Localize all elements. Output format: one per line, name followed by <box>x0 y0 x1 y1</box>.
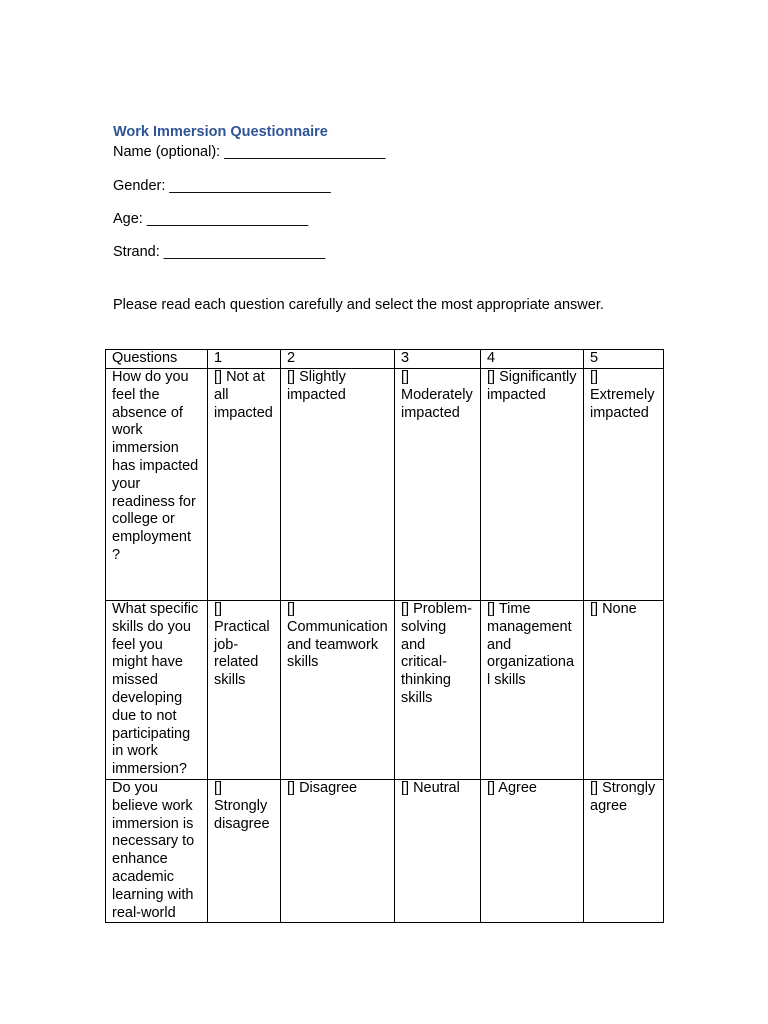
table-row <box>106 601 664 780</box>
question-cell: Do you believe work immersion is necessary to enhance academic learning with real-world <box>106 780 208 923</box>
instructions-text: Please read each question carefully and select the most appropriate answer. <box>113 297 604 313</box>
strand-field[interactable]: Strand: ____________________ <box>113 244 326 260</box>
age-field[interactable]: Age: ____________________ <box>113 211 309 227</box>
option-cell[interactable]: [] Communication and teamwork skills <box>281 601 395 780</box>
question-cell: How do you feel the absence of work immersion has impacted your readiness for college or employment ? <box>106 369 208 601</box>
option-cell[interactable]: [] Not at all impacted <box>208 369 281 601</box>
option-cell[interactable]: [] Significantly impacted <box>481 369 584 601</box>
option-cell[interactable]: [] Agree <box>481 780 584 923</box>
option-cell[interactable]: [] Problem-solving and critical-thinking skills <box>395 601 481 780</box>
gender-field[interactable]: Gender: ____________________ <box>113 178 331 194</box>
option-cell[interactable]: [] None <box>584 601 664 780</box>
header-option-3: 3 <box>395 350 481 369</box>
header-option-4: 4 <box>481 350 584 369</box>
questionnaire-table <box>105 349 664 923</box>
option-cell[interactable]: [] Time management and organizational skills <box>481 601 584 780</box>
option-cell[interactable]: [] Strongly agree <box>584 780 664 923</box>
option-cell[interactable]: [] Disagree <box>281 780 395 923</box>
header-option-2: 2 <box>281 350 395 369</box>
header-option-5: 5 <box>584 350 664 369</box>
table-row <box>106 780 664 923</box>
option-cell[interactable]: [] Strongly disagree <box>208 780 281 923</box>
table-header-row <box>106 350 664 369</box>
page-title: Work Immersion Questionnaire <box>113 124 328 140</box>
header-questions: Questions <box>106 350 208 369</box>
question-cell: What specific skills do you feel you might have missed developing due to not participating in work immersion? <box>106 601 208 780</box>
option-cell[interactable]: [] Slightly impacted <box>281 369 395 601</box>
table-row <box>106 369 664 601</box>
option-cell[interactable]: [] Extremely impacted <box>584 369 664 601</box>
option-cell[interactable]: [] Practical job-related skills <box>208 601 281 780</box>
option-cell[interactable]: [] Neutral <box>395 780 481 923</box>
option-cell[interactable]: [] Moderately impacted <box>395 369 481 601</box>
header-option-1: 1 <box>208 350 281 369</box>
name-field[interactable]: Name (optional): ____________________ <box>113 144 386 160</box>
